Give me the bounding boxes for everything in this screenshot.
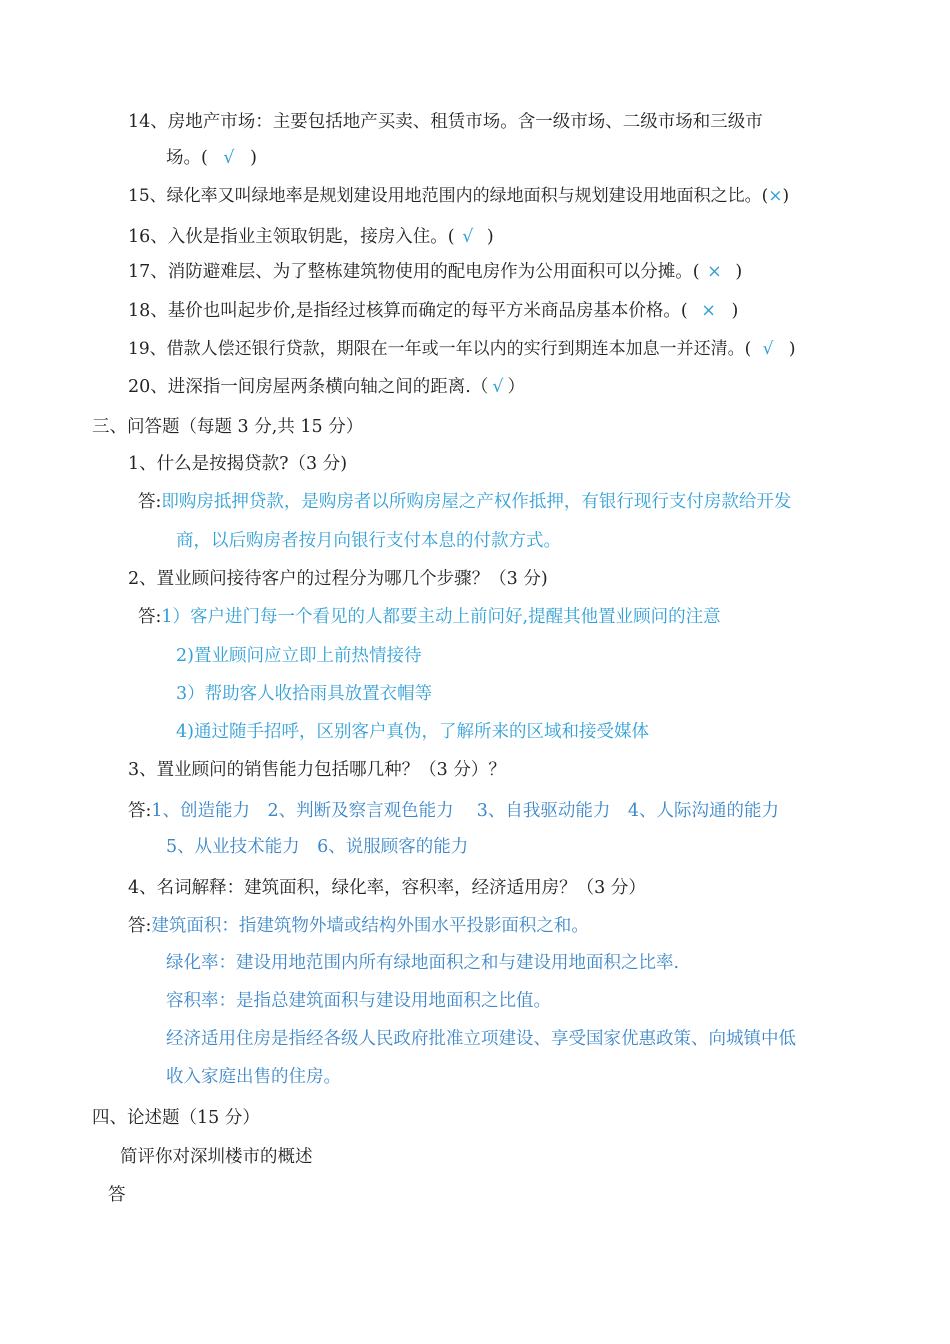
tf-q18-mark: × — [701, 301, 716, 321]
qa-q2-step4: 4)通过随手招呼，区别客户真伪，了解所来的区域和接受媒体 — [176, 722, 649, 742]
essay-question: 简评你对深圳楼市的概述 — [120, 1147, 313, 1167]
tf-q17-mark: × — [707, 262, 722, 282]
tf-q19-text: 19、借款人偿还银行贷款，期限在一年或一年以内的实行到期连本加息一并还清。( — [128, 339, 752, 359]
tf-q16-close: ) — [486, 227, 494, 247]
tf-q20-text: 20、进深指一间房屋两条横向轴之间的距离.（ — [128, 377, 489, 397]
section3-heading: 三、问答题（每题 3 分,共 15 分） — [92, 417, 364, 437]
tf-q17-text: 17、消防避难层、为了整栋建筑物使用的配电房作为公用面积可以分摊。( — [128, 262, 700, 282]
tf-q16 — [128, 225, 494, 249]
qa-q4-answer-label: 答: — [128, 916, 152, 936]
qa-q3-answer-line2: 5、从业技术能力 6、说服顾客的能力 — [166, 837, 469, 857]
essay-answer-label: 答 — [108, 1185, 126, 1205]
section4-heading: 四、论述题（15 分） — [92, 1108, 260, 1128]
qa-q2-step1-line — [138, 605, 721, 629]
tf-q20-mark: √ — [492, 377, 504, 397]
tf-q14-mark: √ — [223, 148, 235, 168]
tf-q15-close: ) — [782, 186, 790, 206]
tf-q19-mark: √ — [762, 339, 774, 359]
tf-q18-text: 18、基价也叫起步价,是指经过核算而确定的每平方米商品房基本价格。( — [128, 301, 688, 321]
qa-q2-step1: 1）客户进门每一个看见的人都要主动上前问好,提醒其他置业顾问的注意 — [161, 607, 721, 627]
tf-q19 — [128, 337, 796, 361]
tf-q14-close: ) — [250, 148, 257, 168]
qa-q1-answer-line1 — [138, 490, 791, 514]
qa-q2-step3: 3）帮助客人收拾雨具放置衣帽等 — [176, 684, 433, 704]
qa-q4-def-affordable-housing-1: 经济适用住房是指经各级人民政府批准立项建设、享受国家优惠政策、向城镇中低 — [166, 1029, 796, 1049]
tf-q18 — [128, 299, 738, 323]
qa-q4-def-green-rate: 绿化率：建设用地范围内所有绿地面积之和与建设用地面积之比率. — [166, 953, 680, 973]
qa-q2-step2: 2)置业顾问应立即上前热情接待 — [176, 646, 422, 666]
qa-q3-question: 3、置业顾问的销售能力包括哪几种？（3 分）？ — [128, 760, 506, 780]
tf-q17-close: ) — [735, 262, 743, 282]
qa-q4-def-plot-ratio: 容积率：是指总建筑面积与建设用地面积之比值。 — [166, 991, 551, 1011]
qa-q1-answer-label: 答: — [138, 492, 162, 512]
tf-q14-line1: 14、房地产市场：主要包括地产买卖、租赁市场。含一级市场、二级市场和三级市 — [128, 112, 763, 132]
qa-q2-answer-label: 答: — [138, 607, 162, 627]
qa-q4-question: 4、名词解释：建筑面积，绿化率，容积率，经济适用房？（3 分） — [128, 878, 646, 898]
qa-q2-question: 2、置业顾问接待客户的过程分为哪几个步骤？（3 分) — [128, 569, 548, 589]
qa-q3-answer-text: 1、创造能力 2、判断及察言观色能力 3、自我驱动能力 4、人际沟通的能力 — [151, 801, 780, 821]
tf-q14-text: 场。( — [166, 148, 208, 168]
qa-q1-answer-text: 即购房抵押贷款，是购房者以所购房屋之产权作抵押，有银行现行支付房款给开发 — [161, 492, 792, 512]
qa-q1-answer-line2: 商，以后购房者按月向银行支付本息的付款方式。 — [176, 531, 561, 551]
tf-q19-close: ) — [788, 339, 796, 359]
tf-q15 — [128, 184, 789, 208]
qa-q4-answer-line1 — [128, 914, 589, 938]
qa-q4-def-affordable-housing-2: 收入家庭出售的住房。 — [166, 1067, 341, 1087]
tf-q18-close: ) — [731, 301, 739, 321]
qa-q3-answer-line1 — [128, 799, 779, 823]
qa-q3-answer-label: 答: — [128, 801, 152, 821]
qa-q1-question: 1、什么是按揭贷款?（3 分) — [128, 454, 348, 474]
tf-q20 — [128, 375, 525, 399]
qa-q4-def-building-area: 建筑面积：指建筑物外墙或结构外围水平投影面积之和。 — [151, 916, 589, 936]
tf-q16-text: 16、入伙是指业主领取钥匙，接房入住。( — [128, 227, 455, 247]
tf-q15-mark: × — [768, 186, 783, 206]
tf-q15-text: 15、绿化率又叫绿地率是规划建设用地范围内的绿地面积与规划建设用地面积之比。( — [128, 186, 769, 206]
tf-q20-close: ） — [507, 377, 525, 397]
tf-q14-line2 — [166, 146, 257, 170]
tf-q17 — [128, 260, 742, 284]
tf-q16-mark: √ — [462, 227, 474, 247]
